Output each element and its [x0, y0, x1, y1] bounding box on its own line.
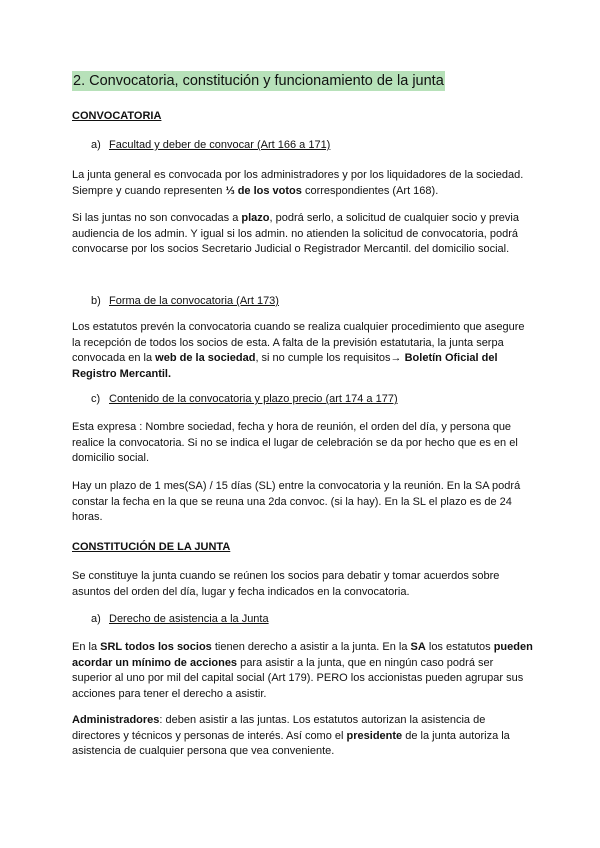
page-title: 2. Convocatoria, constitución y funcionamiento de la junta — [73, 73, 444, 89]
bold-run: ⅓ de los votos — [225, 184, 302, 197]
paragraph-plazo — [72, 211, 534, 258]
title-wrap — [72, 71, 445, 91]
text-run: , si no cumple los requisitos→ — [255, 352, 405, 364]
section-heading-constitucion: CONSTITUCIÓN DE LA JUNTA — [72, 541, 231, 553]
list-item-forma — [91, 294, 279, 310]
text-run: Esta expresa : Nombre sociedad, fecha y hora de reunión, el orden del día, y persona que realice la convocatoria. Si no se indica el lugar de celebración se da por hecho que es en el domicilio social. — [72, 421, 518, 464]
text-run: Hay un plazo de 1 mes(SA) / 15 días (SL) entre la convocatoria y la reunión. En la SA podrá constar la fecha en la que se reuna una 2da convoc. (si la hay). En la SL el plazo es de 24 horas. — [72, 480, 521, 523]
section-heading-convocatoria: CONVOCATORIA — [72, 110, 162, 122]
paragraph-srl-sa — [72, 640, 534, 702]
paragraph-plazo-mes — [72, 479, 534, 526]
text-run: correspondientes (Art 168). — [301, 184, 439, 197]
paragraph-administradores — [72, 713, 534, 760]
list-marker: a) — [91, 139, 101, 151]
text-run: La junta general es convocada por los administradores y por los liquidadores de la sociedad. Siempre y cuando representen — [72, 169, 524, 197]
list-marker: a) — [91, 613, 101, 625]
bold-run: SRL todos los socios — [100, 641, 212, 653]
list-label: Forma de la convocatoria (Art 173) — [109, 295, 279, 307]
text-run: : deben asistir a las juntas. Los estatutos autorizan la asistencia de directores y técnicos y personas de interés. Así como el — [72, 714, 486, 742]
text-run: tienen derecho a asistir a la junta. En la — [211, 641, 411, 653]
text-run: , podrá serlo, a solicitud de cualquier socio y previa audiencia de los admin. Y igual si los admin. no atienden la solicitud de convocatoria, podrá convocarse por los socios Secretario Judicial o Registrador Mercantil. del domicilio social. — [72, 212, 519, 255]
bold-run: presidente — [346, 729, 403, 742]
paragraph-estatutos — [72, 320, 534, 382]
text-run: Si las juntas no son convocadas a — [72, 212, 242, 224]
text-run: Se constituye la junta cuando se reúnen los socios para debatir y tomar acuerdos sobre asuntos del orden del día, lugar y fecha indicados en la convocatoria. — [72, 570, 500, 598]
list-label: Facultad y deber de convocar (Art 166 a 171) — [109, 139, 331, 151]
bold-run: plazo — [241, 212, 270, 224]
list-marker: c) — [91, 393, 101, 405]
bold-run: Administradores — [72, 714, 160, 726]
list-item-facultad — [91, 138, 330, 154]
bold-run: SA — [410, 641, 426, 653]
paragraph-esta-expresa — [72, 420, 534, 467]
list-item-contenido — [91, 392, 398, 408]
text-run: Los estatutos prevén la convocatoria cuando se realiza cualquier procedimiento que asegure la recepción de todos los socios de esta. A falta de la previsión estatutaria, la junta serpa convocada en la — [72, 321, 525, 364]
text-run: para asistir a la junta, que en ningún caso podrá ser superior al uno por mil del capital social (Art 179). PERO los accionistas pueden agrupar sus acciones para tener el derecho a asistir. — [72, 656, 524, 700]
bold-run: pueden acordar un mínimo de acciones — [72, 641, 533, 669]
bold-run: Boletín Oficial del Registro Mercantil. — [72, 352, 498, 380]
list-label: Derecho de asistencia a la Junta — [109, 613, 269, 625]
text-run: En la — [72, 641, 101, 653]
paragraph-junta-general — [72, 168, 534, 199]
list-marker: b) — [91, 295, 101, 307]
list-item-derecho-asistencia — [91, 612, 269, 628]
bold-run: web de la sociedad — [155, 352, 256, 364]
text-run: los estatutos — [425, 641, 494, 653]
paragraph-constituye — [72, 569, 534, 600]
list-label: Contenido de la convocatoria y plazo precio (art 174 a 177) — [109, 393, 398, 405]
text-run: de la junta autoriza la asistencia de cualquier persona que vea conveniente. — [72, 729, 510, 757]
